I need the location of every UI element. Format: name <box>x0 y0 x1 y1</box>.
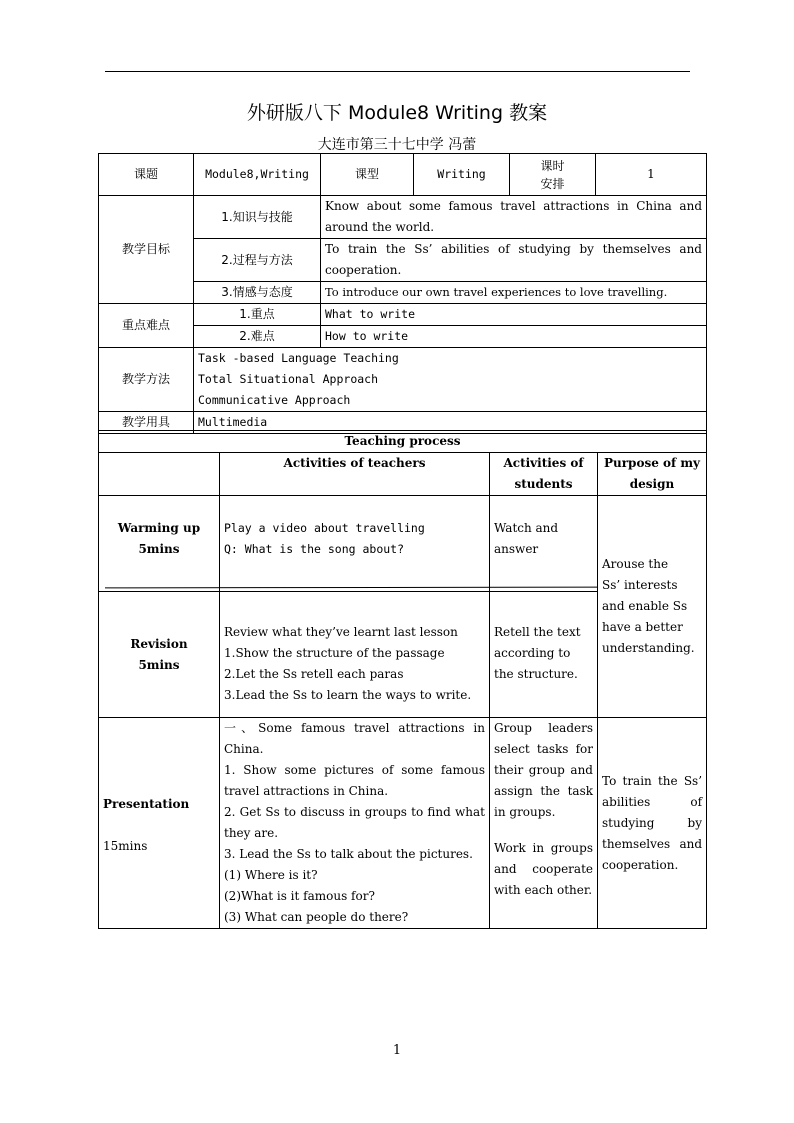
warming-stage-cell <box>99 496 220 592</box>
student-line: Watch and <box>494 521 559 535</box>
presentation-time: 15mins <box>103 838 148 853</box>
students-column-header <box>490 453 598 496</box>
presentation-teacher-cell <box>220 718 490 929</box>
purpose-line: and enable Ss <box>602 599 688 613</box>
student-text: Group leaders select tasks for their group and assign the task in groups. <box>494 721 593 819</box>
topic-label: 课题 <box>99 154 194 196</box>
header-rule <box>105 71 690 72</box>
method-line: Total Situational Approach <box>198 372 379 386</box>
purpose-line: Ss’ interests <box>602 578 678 592</box>
revision-teacher-cell <box>220 592 490 718</box>
objective-2-label: 2.过程与方法 <box>194 239 321 282</box>
objective-3-text: To introduce our own travel experiences to love travelling. <box>321 282 707 304</box>
teacher-line: 2. Get Ss to discuss in groups to find what they are. <box>224 805 485 840</box>
hours-value: 1 <box>596 154 707 196</box>
student-line: according to <box>494 646 571 660</box>
purpose-line: understanding. <box>602 641 695 655</box>
methods-label: 教学方法 <box>99 348 194 412</box>
purpose-header-line-2: design <box>629 477 675 491</box>
key-point-1-text: What to write <box>321 304 707 326</box>
teacher-line: (3) What can people do there? <box>224 910 409 924</box>
objective-3-label: 3.情感与态度 <box>194 282 321 304</box>
teacher-line: 1.Show the structure of the passage <box>224 646 445 660</box>
teacher-line: 3. Lead the Ss to talk about the pictures. <box>224 847 473 861</box>
warming-stage: Warming up <box>117 521 201 535</box>
teacher-line: Review what they’ve learnt last lesson <box>224 625 458 639</box>
presentation-stage-cell <box>99 718 220 929</box>
objective-1-text: Know about some famous travel attractions in China and around the world. <box>321 196 707 239</box>
purpose-header-line-1: Purpose of my <box>603 456 701 470</box>
purpose-line: Arouse the <box>602 557 669 571</box>
teacher-line: 1. Show some pictures of some famous travel attractions in China. <box>224 763 485 798</box>
presentation-stage: Presentation <box>103 796 190 811</box>
teacher-line: (2)What is it famous for? <box>224 889 375 903</box>
lesson-info-table <box>98 153 707 434</box>
student-line: the structure. <box>494 667 578 681</box>
student-line: answer <box>494 542 539 556</box>
page-subtitle: 大连市第三十七中学 冯蕾 <box>317 137 477 153</box>
revision-time: 5mins <box>138 657 180 672</box>
teacher-line: 一、Some famous travel attractions in China. <box>224 721 485 756</box>
key-point-2-label: 2.难点 <box>194 326 321 348</box>
topic-value: Module8,Writing <box>194 154 321 196</box>
methods-cell <box>194 348 707 412</box>
objective-2-text: To train the Ss’ abilities of studying by themselves and cooperation. <box>321 239 707 282</box>
hours-label-line-2: 安排 <box>540 176 565 191</box>
presentation-purpose-cell: To train the Ss’ abilities of studying by themselves and cooperation. <box>598 718 707 929</box>
warming-teacher-cell <box>220 496 490 592</box>
purpose-line: have a better <box>602 620 683 634</box>
key-point-1-label: 1.重点 <box>194 304 321 326</box>
teacher-line: 2.Let the Ss retell each paras <box>224 667 404 681</box>
student-text: Work in groups and cooperate with each other. <box>494 841 593 897</box>
teacher-line: 3.Lead the Ss to learn the ways to write. <box>224 688 472 702</box>
method-line: Task -based Language Teaching <box>198 351 399 365</box>
type-value: Writing <box>414 154 510 196</box>
warming-time: 5mins <box>138 542 180 556</box>
page-number: 1 <box>392 1043 402 1058</box>
teachers-column-header: Activities of teachers <box>220 453 490 496</box>
revision-stage-cell <box>99 592 220 718</box>
stage-header-empty <box>99 453 220 496</box>
process-heading: Teaching process <box>99 431 707 453</box>
teacher-line: (1) Where is it? <box>224 868 318 882</box>
students-header-line-1: Activities of <box>503 456 584 470</box>
teacher-line: Q: What is the song about? <box>224 542 405 556</box>
students-header-line-2: students <box>514 477 573 491</box>
tools-label: 教学用具 <box>99 412 194 434</box>
key-points-label: 重点难点 <box>99 304 194 348</box>
hours-label <box>510 154 596 196</box>
key-point-2-text: How to write <box>321 326 707 348</box>
objective-1-label: 1.知识与技能 <box>194 196 321 239</box>
teacher-line: Play a video about travelling <box>224 521 425 535</box>
teaching-process-table <box>98 430 707 929</box>
method-line: Communicative Approach <box>198 393 351 407</box>
revision-stage: Revision <box>130 636 188 651</box>
warming-student-cell <box>490 496 598 592</box>
hours-label-line-1: 课时 <box>540 158 565 173</box>
tools-value: Multimedia <box>194 412 707 434</box>
page-title: 外研版八下 Module8 Writing 教案 <box>246 102 548 124</box>
objectives-label: 教学目标 <box>99 196 194 304</box>
presentation-student-cell <box>490 718 598 929</box>
purpose-column-header <box>598 453 707 496</box>
revision-student-cell <box>490 592 598 718</box>
student-line: Retell the text <box>494 625 581 639</box>
type-label: 课型 <box>321 154 414 196</box>
warming-revision-purpose-cell <box>598 496 707 718</box>
